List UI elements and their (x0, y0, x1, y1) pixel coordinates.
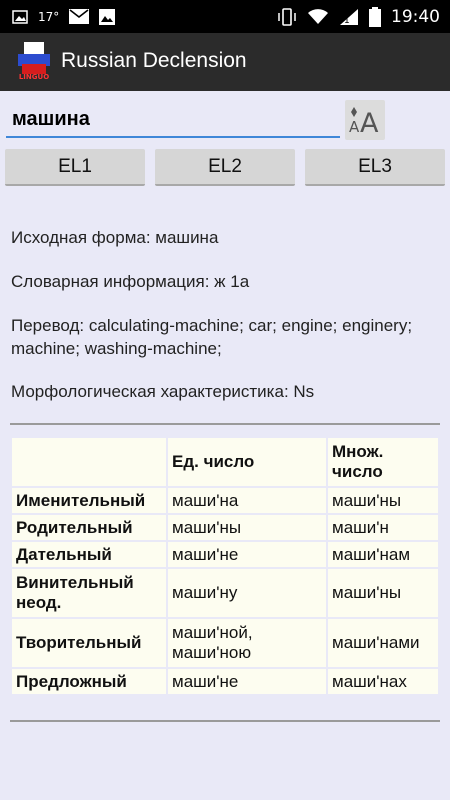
case-cell: Родительный (12, 515, 166, 540)
plural-cell: маши'ны (328, 569, 438, 617)
svg-text:LINGUO: LINGUO (18, 73, 50, 81)
signal-icon (339, 8, 359, 26)
plural-cell: маши'ны (328, 488, 438, 513)
search-input[interactable] (6, 104, 340, 138)
el3-button[interactable]: EL3 (305, 149, 445, 186)
divider (10, 423, 440, 425)
font-size-button[interactable] (345, 100, 385, 140)
wifi-icon (307, 8, 329, 25)
gallery-icon (99, 9, 115, 25)
table-header-row (12, 438, 438, 486)
declension-table (10, 436, 440, 696)
case-cell: Дательный (12, 542, 166, 567)
case-cell: Винительный неод. (12, 569, 166, 617)
el1-button[interactable]: EL1 (5, 149, 145, 186)
singular-cell: маши'не (168, 669, 326, 694)
svg-text:A: A (349, 118, 360, 136)
case-cell: Именительный (12, 488, 166, 513)
translation-text: Перевод: calculating-machine; car; engine; enginery; machine; washing-machine; (11, 316, 413, 358)
status-bar (0, 0, 450, 33)
header-cell-singular: Ед. число (168, 438, 326, 486)
action-bar (0, 33, 450, 91)
app-title: Russian Declension (61, 49, 247, 72)
table-row (12, 569, 438, 617)
el2-button[interactable]: EL2 (155, 149, 295, 186)
app-logo (14, 40, 54, 84)
divider (10, 720, 440, 722)
battery-icon (369, 7, 381, 27)
temperature-text: 17° (38, 9, 60, 24)
svg-text:A: A (360, 108, 379, 136)
font-size-icon (347, 104, 383, 136)
singular-cell: маши'не (168, 542, 326, 567)
case-cell: Предложный (12, 669, 166, 694)
table-row (12, 542, 438, 567)
table-row (12, 515, 438, 540)
svg-text:1: 1 (344, 15, 350, 26)
plural-cell: маши'нам (328, 542, 438, 567)
singular-cell: маши'ны (168, 515, 326, 540)
mail-icon (69, 9, 89, 24)
singular-cell: маши'на (168, 488, 326, 513)
table-row (12, 619, 438, 667)
case-cell: Творительный (12, 619, 166, 667)
singular-cell: маши'ну (168, 569, 326, 617)
plural-cell: маши'нах (328, 669, 438, 694)
source-form-text: Исходная форма: машина (11, 228, 219, 247)
morphology-text: Морфологическая характеристика: Ns (11, 382, 315, 401)
header-cell-plural: Множ. число (328, 438, 438, 486)
singular-cell: маши'ной, маши'ною (168, 619, 326, 667)
image-icon (12, 10, 28, 24)
header-cell-empty (12, 438, 166, 486)
table-row (12, 488, 438, 513)
table-row (12, 669, 438, 694)
clock-text: 19:40 (391, 6, 440, 27)
vibrate-icon (277, 8, 297, 26)
plural-cell: маши'нами (328, 619, 438, 667)
dictionary-info-text: Словарная информация: ж 1а (11, 272, 250, 291)
plural-cell: маши'н (328, 515, 438, 540)
